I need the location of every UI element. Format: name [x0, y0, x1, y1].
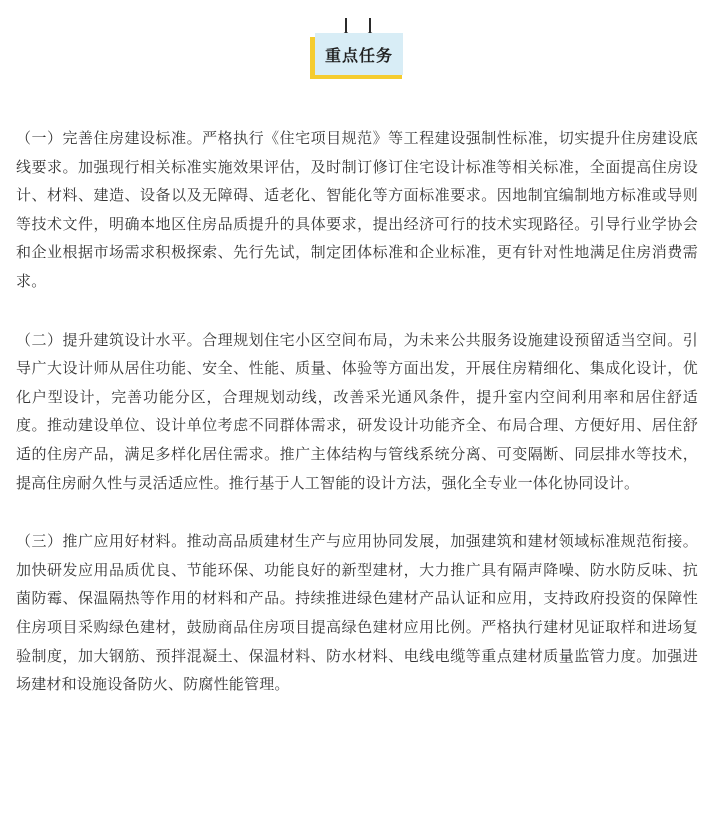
paragraph-3: （三）推广应用好材料。推动高品质建材生产与应用协同发展，加强建筑和建材领域标准规范衔接。加快研发应用品质优良、节能环保、功能良好的新型建材，大力推广具有隔声降噪、防水防反味、抗菌防霉、保温隔热等作用的材料和产品。持续推进绿色建材产品认证和应用，支持政府投资的保障性住房项目采购绿色建材，鼓励商品住房项目提高绿色建材应用比例。严格执行建材见证取样和进场复验制度，加大钢筋、预拌混凝土、保温材料、防水材料、电线电缆等重点建材质量监管力度。加强进场建材和设施设备防火、防腐性能管理。 — [16, 532, 698, 694]
section-title: 重点任务 — [315, 33, 403, 75]
pin-left-icon — [345, 18, 347, 34]
paragraph-2: （二）提升建筑设计水平。合理规划住宅小区空间布局，为未来公共服务设施建设预留适当空间。引导广大设计师从居住功能、安全、性能、质量、体验等方面出发，开展住房精细化、集成化设计，优化户型设计，完善功能分区，合理规划动线，改善采光通风条件，提升室内空间利用率和居住舒适度。推动建设单位、设计单位考虑不同群体需求，研发设计功能齐全、布局合理、方便好用、居住舒适的住房产品，满足多样化居住需求。推广主体结构与管线系统分离、可变隔断、同层排水等技术，提高住房耐久性与灵活适应性。推行基于人工智能的设计方法，强化全专业一体化协同设计。 — [16, 330, 698, 492]
paragraph-1: （一）完善住房建设标准。严格执行《住宅项目规范》等工程建设强制性标准，切实提升住房建设底线要求。加强现行相关标准实施效果评估，及时制订修订住宅设计标准等相关标准，全面提高住房设计、材料、建造、设备以及无障碍、适老化、智能化等方面标准要求。因地制宜编制地方标准或导则等技术文件，明确本地区住房品质提升的具体要求，提出经济可行的技术实现路径。引导行业学协会和企业根据市场需求积极探索、先行先试，制定团体标准和企业标准，更有针对性地满足住房消费需求。 — [16, 129, 698, 290]
section-header — [0, 0, 714, 90]
article-body — [16, 124, 698, 699]
paragraph-spacer — [16, 497, 698, 527]
pin-right-icon — [369, 18, 371, 34]
paragraph-spacer — [16, 296, 698, 326]
